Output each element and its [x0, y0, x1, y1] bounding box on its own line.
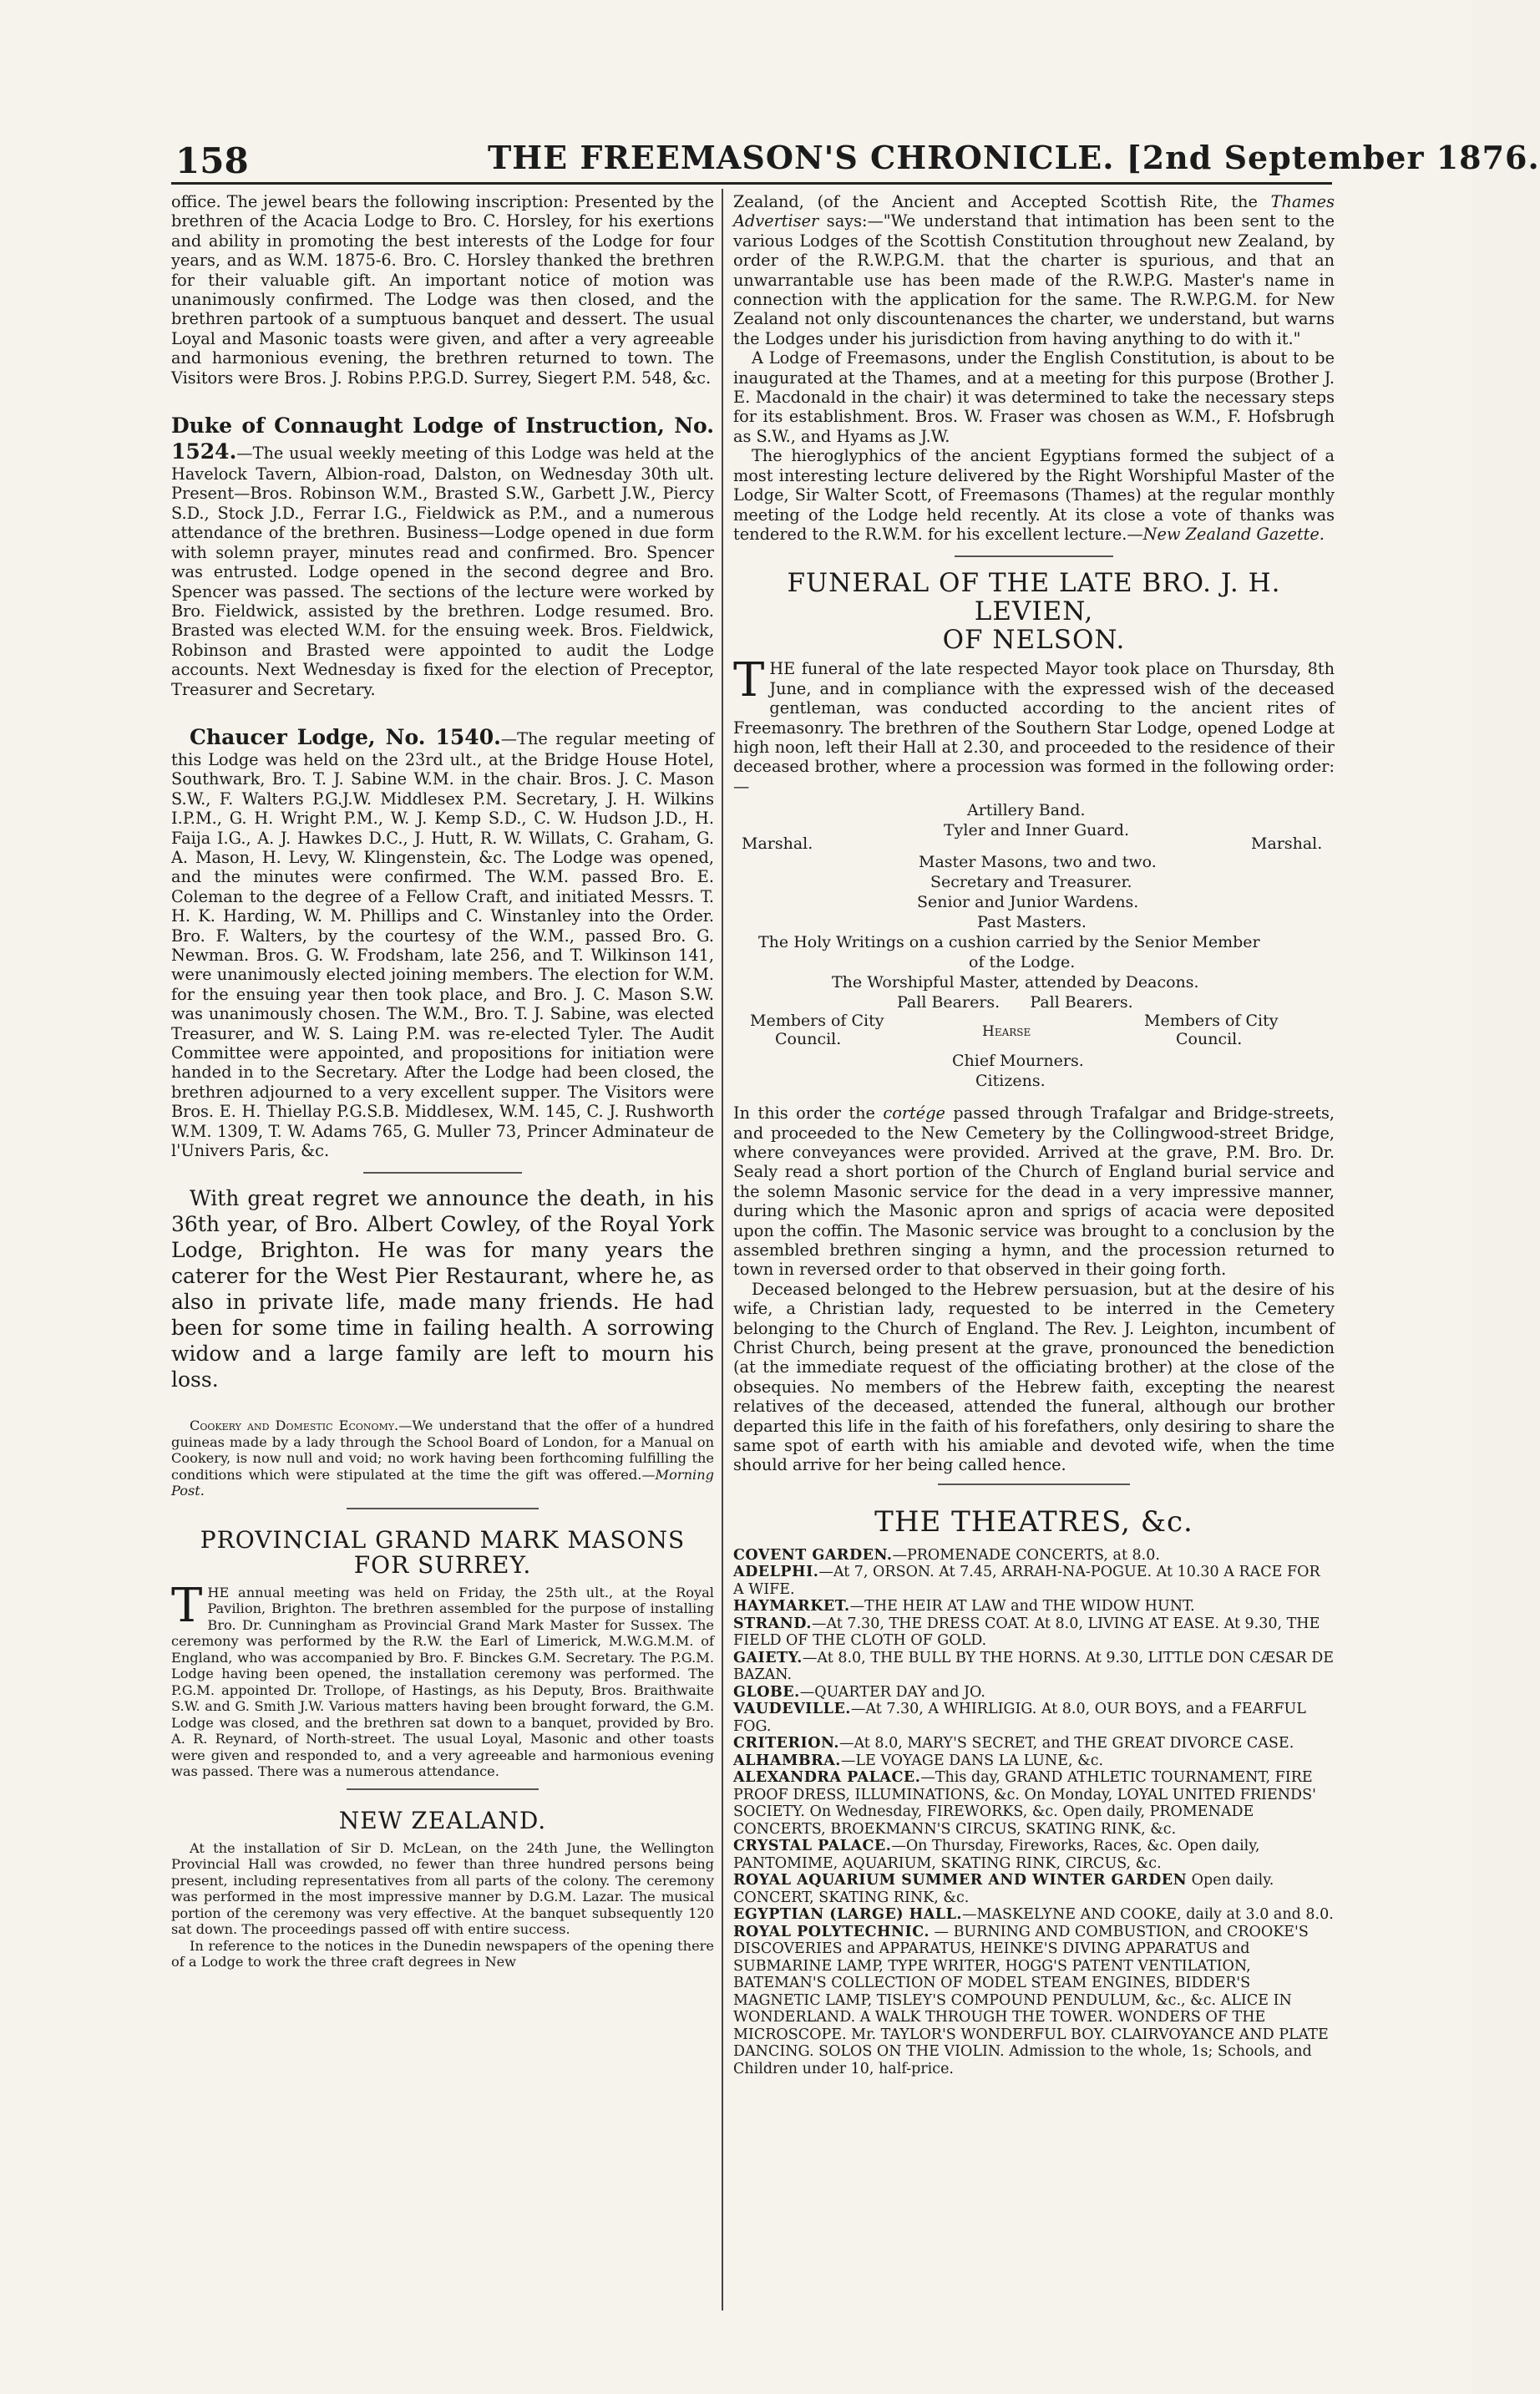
funeral-text-1: HE funeral of the late respected Mayor took place on Thursday, 8th June, and in compliance with the expressed wish of the deceased gentleman, was conducted according to the ancient rites of Freemasonry. The brethren of the Southern Star Lodge, opened Lodge at high noon, left their Hall at 2.30, and proceeded to the residence of their deceased brother, where a procession was formed in the following order:— [733, 659, 1335, 796]
proc-past-masters: Past Masters. [977, 913, 1087, 932]
funeral-title-line-2: OF NELSON. [942, 625, 1126, 656]
theatre-name: GAIETY. [733, 1649, 803, 1666]
theatre-name: ALHAMBRA. [733, 1752, 841, 1769]
proc-tyler: Tyler and Inner Guard. [944, 821, 1129, 840]
proc-wardens: Senior and Junior Wardens. [917, 893, 1139, 912]
theatre-text: —At 7.30, A WHIRLIGIG. At 8.0, OUR BOYS, and a FEARFUL FOG. [733, 1701, 1306, 1735]
funeral-title-line-1: FUNERAL OF THE LATE BRO. J. H. LEVIEN, [787, 568, 1281, 627]
proc-marshal-right: Marshal. [1251, 834, 1323, 854]
procession-order [733, 796, 1335, 1150]
section-rule [938, 1484, 1130, 1485]
theatre-text: —THE HEIR AT LAW and THE WIDOW HUNT. [849, 1598, 1195, 1615]
theatre-name: CRYSTAL PALACE. [733, 1838, 892, 1855]
heading-new-zealand: NEW ZEALAND. [338, 1806, 547, 1834]
theatre-text: —PROMENADE CONCERTS, at 8.0. [892, 1546, 1160, 1564]
theatre-name: HAYMARKET. [733, 1598, 850, 1615]
right-column [733, 192, 1335, 2077]
theatre-name: STRAND. [733, 1615, 812, 1632]
cookery-title: Cookery and Domestic Economy. [190, 1418, 399, 1434]
article-nz-hieroglyphics [733, 446, 1335, 544]
nz-cont-text: Zealand, (of the Ancient and Accepted Scottish Rite, the [733, 192, 1271, 211]
theatre-text: —At 7, ORSON. At 7.45, ARRAH-NA-POGUE. At 10.30 A RACE FOR A WIFE. [733, 1564, 1320, 1598]
theatre-entry [733, 1906, 1335, 1924]
theatre-entry [733, 1564, 1335, 1598]
theatre-text: Open daily. CONCERT, SKATING RINK, &c. [733, 1872, 1274, 1906]
theatre-text: —LE VOYAGE DANS LA LUNE, &c. [840, 1752, 1104, 1769]
proc-master-masons: Master Masons, two and two. [919, 853, 1157, 872]
theatre-name: ROYAL POLYTECHNIC. [733, 1923, 930, 1940]
theatre-name: CRITERION. [733, 1735, 839, 1752]
gazette-source: New Zealand Gazette. [1142, 524, 1325, 544]
duke-text: —The usual weekly meeting of this Lodge was held at the Havelock Tavern, Albion-road, Dalston, on Wednesday 30th ult. Present—Bros. Robinson W.M., Brasted S.W., Garbett J.W., Piercy S.D., Stock J.D., Ferrar I.G., Fieldwick as P.M., and a numerous attendance of the brethren. Business—Lodge opened in due form with solemn prayer, minutes read and confirmed. Bro. Spencer was entrusted. Lodge opened in the second degree and Bro. Spencer was passed. The sections of the lecture were worked by Bro. Fieldwick, assisted by the brethren. Lodge resumed. Bro. Brasted was elected W.M. for the ensuing week. Bros. Fieldwick, Robinson and Brasted were appointed to audit the Lodge accounts. Next Wednesday is fixed for the election of Preceptor, Treasurer and Secretary. [171, 444, 714, 699]
theatre-text: — BURNING AND COMBUSTION, and CROOKE'S DISCOVERIES and APPARATUS, HEINKE'S DIVING APPARATUS and SUBMARINE LAMP, TYPE WRITER, HOGG'S PATENT VENTILATION, BATEMAN'S COLLECTION OF MODEL STEAM ENGINES, BIDDER'S MAGNETIC LAMP, TISLEY'S COMPOUND PENDULUM, &c., &c. ALICE IN WONDERLAND. A WALK THROUGH THE TOWER. WONDERS OF THE MICROSCOPE. Mr. TAYLOR'S WONDERFUL BOY. CLAIRVOYANCE AND PLATE DANCING. SOLOS ON THE VIOLIN. Admission to the whole, 1s; Schools, and Children under 10, half-price. [733, 1923, 1329, 2077]
theatre-entry [733, 1752, 1335, 1770]
article-provincial-grand-mark [171, 1578, 714, 1780]
theatre-text: —At 7.30, THE DRESS COAT. At 8.0, LIVING AT EASE. At 9.30, THE FIELD OF THE CLOTH OF GOLD. [733, 1615, 1320, 1650]
proc-members-left: Members of City [750, 1012, 884, 1031]
duke-title: Duke of Connaught Lodge of Instruction, No. 1524. [171, 413, 714, 464]
chaucer-title: Chaucer Lodge, No. 1540. [190, 724, 501, 749]
proc-hearse: Hearse [982, 1023, 1031, 1041]
theatre-entry [733, 1615, 1335, 1650]
section-rule [363, 1172, 522, 1174]
theatre-entry [733, 1547, 1335, 1565]
chaucer-text: —The regular meeting of this Lodge was held on the 23rd ult., at the Bridge House Hotel, Southwark, Bro. T. J. Sabine W.M. in the chair. Bros. J. C. Mason S.W., F. Walters P.G.J.W. Middlesex P.M. Secretary, J. H. Wilkins I.P.M., G. H. Wright P.M., W. J. Kemp S.D., C. W. Hudson J.D., H. Faija I.G., A. J. Hawkes D.C., J. Hutt, R. W. Willats, C. Graham, G. A. Mason, H. Levy, W. Klingenstein, &c. The Lodge was opened, and the minutes were confirmed. The W.M. passed Bro. E. Coleman to the degree of a Fellow Craft, and initiated Messrs. T. H. K. Harding, W. M. Phillips and C. Winstanley into the Order. Bro. F. Walters, by the courtesy of the W.M., passed Bro. G. Newman. Bros. G. W. Frodsham, late 256, and T. Wilkinson 141, were unanimously elected joining members. The election for W.M. for the ensuing year then took place, and Bro. J. C. Mason S.W. was unanimously chosen. The W.M., Bro. T. J. Sabine, was elected Treasurer, and W. S. Laing P.M. was re-elected Tyler. The Audit Committee were appointed, and propositions for initiation were handed in to the Secretary. After the Lodge had been closed, the brethren adjourned to a very excellent supper. The Visitors were Bros. E. H. Thiellay P.G.S.B. Middlesex, W.M. 145, C. J. Rushworth W.M. 1309, T. W. Adams 765, G. Muller 73, Princer Adminateur de l'Univers Paris, &c. [171, 728, 714, 1161]
page-number: 158 [175, 140, 249, 181]
proc-holy-writings: The Holy Writings on a cushion carried by the Senior Member [758, 933, 1260, 952]
proc-citizens: Citizens. [975, 1072, 1046, 1091]
header-rule [171, 182, 1332, 185]
theatre-text: —At 8.0, THE BULL BY THE HORNS. At 9.30, LITTLE DON CÆSAR DE BAZAN. [733, 1649, 1335, 1684]
proc-marshal-left: Marshal. [742, 834, 813, 854]
article-chaucer-lodge [171, 724, 714, 1161]
proc-council-left: Council. [775, 1030, 842, 1049]
cookery-source: Morning Post. [171, 1466, 714, 1499]
theatre-text: —QUARTER DAY and JO. [799, 1683, 985, 1701]
proc-of-the-lodge: of the Lodge. [969, 953, 1076, 972]
proc-secretary: Secretary and Treasurer. [930, 873, 1132, 892]
column-separator [722, 189, 723, 2310]
theatre-entry [733, 1769, 1335, 1838]
drop-cap: T [733, 653, 765, 708]
theatre-listings [733, 1547, 1335, 2078]
theatre-name: ALEXANDRA PALACE. [733, 1769, 921, 1787]
theatre-entry [733, 1735, 1335, 1752]
theatre-entry [733, 1684, 1335, 1702]
proc-worshipful-master: The Worshipful Master, attended by Deacons. [832, 973, 1199, 992]
theatre-name: VAUDEVILLE. [733, 1701, 851, 1718]
theatre-text: —At 8.0, MARY'S SECRET, and THE GREAT DIVORCE CASE. [838, 1735, 1294, 1752]
theatre-entry [733, 1872, 1335, 1906]
proc-members-right: Members of City [1144, 1012, 1279, 1031]
spacer [171, 388, 714, 413]
article-funeral-3: Deceased belonged to the Hebrew persuasion, but at the desire of his wife, a Christian lady, requested to be interred in the Cemetery belonging to the Church of England. The Rev. J. Leighton, incumbent of Christ Church, being present at the grave, pronounced the benediction (at the immediate request of the officiating brother) at the close of the obsequies. No members of the Hebrew faith, excepting the nearest relatives of the deceased, attended the funeral, although our brother departed this life in the faith of his forefathers, only desiring to share the same spot of earth with his amiable and devoted wife, when the time should arrive for her being called hence. [733, 1279, 1335, 1475]
article-new-zealand-1: At the installation of Sir D. McLean, on the 24th June, the Wellington Provincial Hall was crowded, no fewer than three hundred persons being present, including representatives from all parts of the colony. The ceremony was performed in the most impressive manner by D.G.M. Lazar. The musical portion of the ceremony was very effective. At the banquet subsequently 120 sat down. The proceedings passed off with entire success. [171, 1839, 714, 1938]
theatre-entry [733, 1598, 1335, 1615]
theatre-text: —On Thursday, Fireworks, Races, &c. Open daily, PANTOMIME, AQUARIUM, SKATING RINK, CIRCUS, &c. [733, 1838, 1260, 1872]
article-new-zealand-cont [733, 192, 1335, 348]
funeral-text-2b: passed through Trafalgar and Bridge-streets, and proceeded to the New Cemetery by the Collingwood-street Bridge, where conveyances were provided. Arrived at the grave, P.M. Bro. Dr. Sealy read a short portion of the Church of England burial service and the solemn Masonic service for the dead in a very impressive manner, during which the Masonic apron and sprigs of acacia were deposited upon the coffin. The Masonic service was brought to a conclusion by the assembled brethren singing a hymn, and the procession returned to town in reversed order to that observed in their going forth. [733, 1103, 1335, 1280]
theatre-entry [733, 1838, 1335, 1872]
article-new-zealand-2: In reference to the notices in the Dunedin newspapers of the opening there of a Lodge to work the three craft degrees in New [171, 1937, 714, 1970]
heading-provincial-grand-mark: PROVINCIAL GRAND MARK MASONS FOR SURREY. [200, 1525, 686, 1579]
theatre-entry [733, 1650, 1335, 1684]
nz-cont-text-2: says:—"We understand that intimation has been sent to the various Lodges of the Scottish Constitution throughout new Zealand, by order of the R.W.P.G.M. that the charter is spurious, and that an unwarrantable use has been made of the R.W.P.G. Master's name in connection with the application for the same. The R.W.P.G.M. for New Zealand not only discountenances the charter, we understand, but warns the Lodges under his jurisdiction from having anything to do with it." [733, 211, 1335, 348]
theatre-text: —This day, GRAND ATHLETIC TOURNAMENT, FIRE PROOF DRESS, ILLUMINATIONS, &c. On Monday, LOYAL UNITED FRIENDS' SOCIETY. On Wednesday, FIREWORKS, &c. Open daily, PROMENADE CONCERTS, BROEKMANN'S CIRCUS, SKATING RINK, &c. [733, 1769, 1316, 1838]
proc-chief-mourners: Chief Mourners. [952, 1052, 1084, 1071]
theatre-entry [733, 1924, 1335, 2078]
theatre-name: ADELPHI. [733, 1564, 819, 1581]
theatre-name: GLOBE. [733, 1683, 800, 1701]
theatre-entry [733, 1701, 1335, 1735]
pgm-text: HE annual meeting was held on Friday, the 25th ult., at the Royal Pavilion, Brighton. The brethren assembled for the purpose of installing Bro. Dr. Cunningham as Provincial Grand Mark Master for Sussex. The ceremony was performed by the R.W. the Earl of Limerick, M.W.G.M.M. of England, who was accompanied by Bro. F. Binckes G.M. Secretary. The P.G.M. Lodge having been opened, the installation ceremony was performed. The P.G.M. appointed Dr. Trollope, of Hastings, as his Deputy, Bros. Braithwaite S.W. and G. Smith J.W. Various matters having been brought forward, the G.M. Lodge was closed, and the brethren sat down to a banquet, provided by Bro. A. R. Reynard, of North-street. The usual Loyal, Masonic and other toasts were given and responded to, and a very agreeable and harmonious evening was passed. There was a numerous attendance. [171, 1584, 714, 1780]
section-rule [955, 555, 1113, 557]
article-acacia-lodge-end: office. The jewel bears the following inscription: Presented by the brethren of the Acacia Lodge to Bro. C. Horsley, for his exertions and ability in promoting the best interests of the Lodge for four years, and as W.M. 1875-6. Bro. C. Horsley thanked the brethren for their valuable gift. An important notice of motion was unanimously confirmed. The Lodge was then closed, and the brethren partook of a sumptuous banquet and dessert. The usual Loyal and Masonic toasts were given, and after a very agreeable and harmonious evening, the brethren returned to town. The Visitors were Bros. J. Robins P.P.G.D. Surrey, Siegert P.M. 548, &c. [171, 192, 714, 388]
spacer [171, 699, 714, 724]
cortege-word: cortége [883, 1103, 945, 1123]
drop-cap: T [171, 1578, 203, 1633]
obituary-albert-cowley: With great regret we announce the death, in his 36th year, of Bro. Albert Cowley, of the Royal York Lodge, Brighton. He was for many years the caterer for the West Pier Restaurant, where he, as also in private life, made many friends. He had been for some time in failing health. A sorrowing widow and a large family are left to mourn his loss. [171, 1186, 714, 1392]
theatre-name: COVENT GARDEN. [733, 1546, 893, 1564]
heading-funeral [733, 569, 1335, 654]
funeral-text-2a: In this order the [733, 1103, 884, 1123]
proc-artillery: Artillery Band. [967, 801, 1086, 820]
spacer [171, 1392, 714, 1418]
proc-council-right: Council. [1176, 1030, 1243, 1049]
running-title: THE FREEMASON'S CHRONICLE. [2nd September 1876. [488, 139, 1540, 176]
heading-theatres: THE THEATRES, &c. [874, 1504, 1193, 1539]
theatre-name: EGYPTIAN (LARGE) HALL. [733, 1906, 962, 1924]
theatre-text: —MASKELYNE AND COOKE, daily at 3.0 and 8.0. [962, 1906, 1334, 1924]
section-rule [347, 1788, 539, 1790]
proc-pall-bearers: Pall Bearers. Pall Bearers. [897, 993, 1133, 1012]
article-nz-lodge-thames: A Lodge of Freemasons, under the English Constitution, is about to be inaugurated at the Thames, and at a meeting for this purpose (Brother J. E. Macdonald in the chair) it was determined to take the necessary steps for its establishment. Bros. W. Fraser was chosen as W.M., F. Hofsbrugh as S.W., and Hyams as J.W. [733, 348, 1335, 446]
hieroglyphics-text: The hieroglyphics of the ancient Egyptians formed the subject of a most interesting lecture delivered by the Right Worshipful Master of the Lodge, Sir Walter Scott, of Freemasons (Thames) at the regular monthly meeting of the Lodge held recently. At its close a vote of thanks was tendered to the R.W.M. for his excellent lecture.— [733, 446, 1335, 544]
theatre-name: ROYAL AQUARIUM SUMMER AND WINTER GARDEN [733, 1872, 1188, 1889]
article-funeral-1 [733, 653, 1335, 796]
cookery-text: —We understand that the offer of a hundred guineas made by a lady through the School Board of London, for a Manual on Cookery, is now null and void; no work having been forthcoming fulfilling the conditions which were stipulated at the time the gift was offered.— [171, 1418, 714, 1483]
nz-source: Thames Advertiser [733, 192, 1335, 231]
section-rule [347, 1508, 539, 1509]
article-cookery [171, 1418, 714, 1499]
left-column [171, 192, 714, 1970]
article-duke-of-connaught [171, 413, 714, 699]
